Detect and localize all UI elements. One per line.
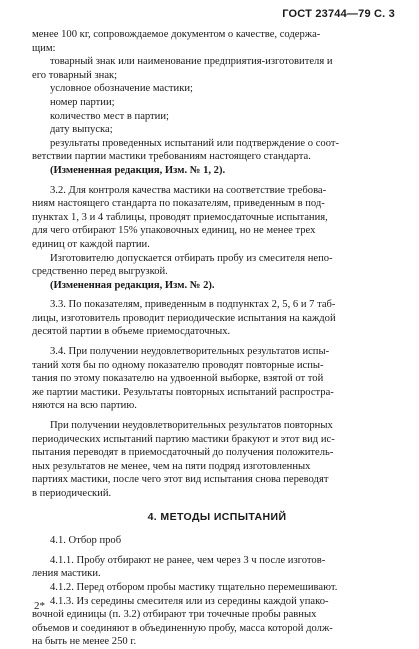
text-line: десятой партии в объеме приемосдаточных. xyxy=(32,326,231,338)
clause-3-4: 3.4. При получении неудовлетворительных результатов испы- xyxy=(50,346,330,358)
clause-4-1-1: 4.1.1. Пробу отбирают не ранее, чем через 3 ч после изготов- xyxy=(50,554,326,566)
text-line: таний хотя бы по одному показателю проводят повторные испы- xyxy=(32,359,324,371)
text-line: же партии мастики. Результаты повторных испытаний распростра- xyxy=(32,386,334,398)
clause-4-1-2: 4.1.2. Перед отбором пробы мастику тщательно перемешивают. xyxy=(50,581,338,593)
list-item: номер партии; xyxy=(50,96,115,108)
text-line: ных результатов не менее, чем на пяти подряд изготовленных xyxy=(32,460,311,472)
list-item: результаты проведенных испытаний или подтверждение о соот- xyxy=(50,137,340,149)
subsection-heading: 4.1. Отбор проб xyxy=(50,535,122,547)
text-line: лицы, изготовитель проводит периодические испытания на каждой xyxy=(32,312,336,324)
text-line: щим: xyxy=(32,42,56,54)
clause-3-2: 3.2. Для контроля качества мастики на соответствие требова- xyxy=(50,184,327,196)
text-line: ниям настоящего стандарта по показателям, приведенным в под- xyxy=(32,198,325,210)
text-line: периодических испытаний партию мастики бракуют и этот вид ис- xyxy=(32,433,335,445)
text-line: При получении неудовлетворительных результатов повторных xyxy=(50,420,333,432)
text-line: единиц от каждой партии. xyxy=(32,238,150,250)
page-header: ГОСТ 23744—79 С. 3 xyxy=(282,8,395,20)
text-line: вочной единицы (п. 3.2) отбирают три точечные пробы равных xyxy=(32,609,317,621)
text-line: няются на всю партию. xyxy=(32,400,137,412)
text-line: партиях мастики, после чего этот вид испытания снова переводят xyxy=(32,474,329,486)
document-body xyxy=(32,28,402,649)
text-line: менее 100 кг, сопровождаемое документом о качестве, содержа- xyxy=(32,29,321,40)
text-line: пунктах 1, 3 и 4 таблицы, проводят приемосдаточные испытания, xyxy=(32,211,328,223)
text-line: ления мастики. xyxy=(32,568,101,580)
page-signature-mark: 2* xyxy=(34,600,45,612)
text-line: пытания переводят в приемосдаточный до получения положитель- xyxy=(32,447,334,459)
section-title: 4. МЕТОДЫ ИСПЫТАНИЙ xyxy=(147,510,287,523)
text-line: объемов и соединяют в объединенную пробу, масса которой долж- xyxy=(32,622,333,634)
clause-3-3: 3.3. По показателям, приведенным в подпунктах 2, 5, 6 и 7 таб- xyxy=(50,299,336,311)
text-line: средственно перед выгрузкой. xyxy=(32,266,168,278)
text-line: ветствии партии мастики требованиям настоящего стандарта. xyxy=(32,151,311,163)
text-line: тания по этому показателю на удвоенной выборке, взятой от той xyxy=(32,373,324,385)
list-item: дату выпуска; xyxy=(50,124,113,136)
text-line: Изготовителю допускается отбирать пробу из смесителя непо- xyxy=(50,252,333,264)
text-line: в периодический. xyxy=(32,488,112,499)
list-item: товарный знак или наименование предприятия-изготовителя и xyxy=(50,56,333,68)
text-line: его товарный знак; xyxy=(32,69,118,81)
revision-note: (Измененная редакция, Изм. № 1, 2). xyxy=(50,164,226,176)
text-line: для чего отбирают 15% упаковочных единиц, но не менее трех xyxy=(32,225,316,237)
revision-note: (Измененная редакция, Изм. № 2). xyxy=(50,279,215,291)
list-item: количество мест в партии; xyxy=(50,110,169,122)
clause-4-1-3: 4.1.3. Из середины смесителя или из середины каждой упако- xyxy=(50,595,329,607)
text-line: на быть не менее 250 г. xyxy=(32,636,137,648)
list-item: условное обозначение мастики; xyxy=(50,83,193,95)
